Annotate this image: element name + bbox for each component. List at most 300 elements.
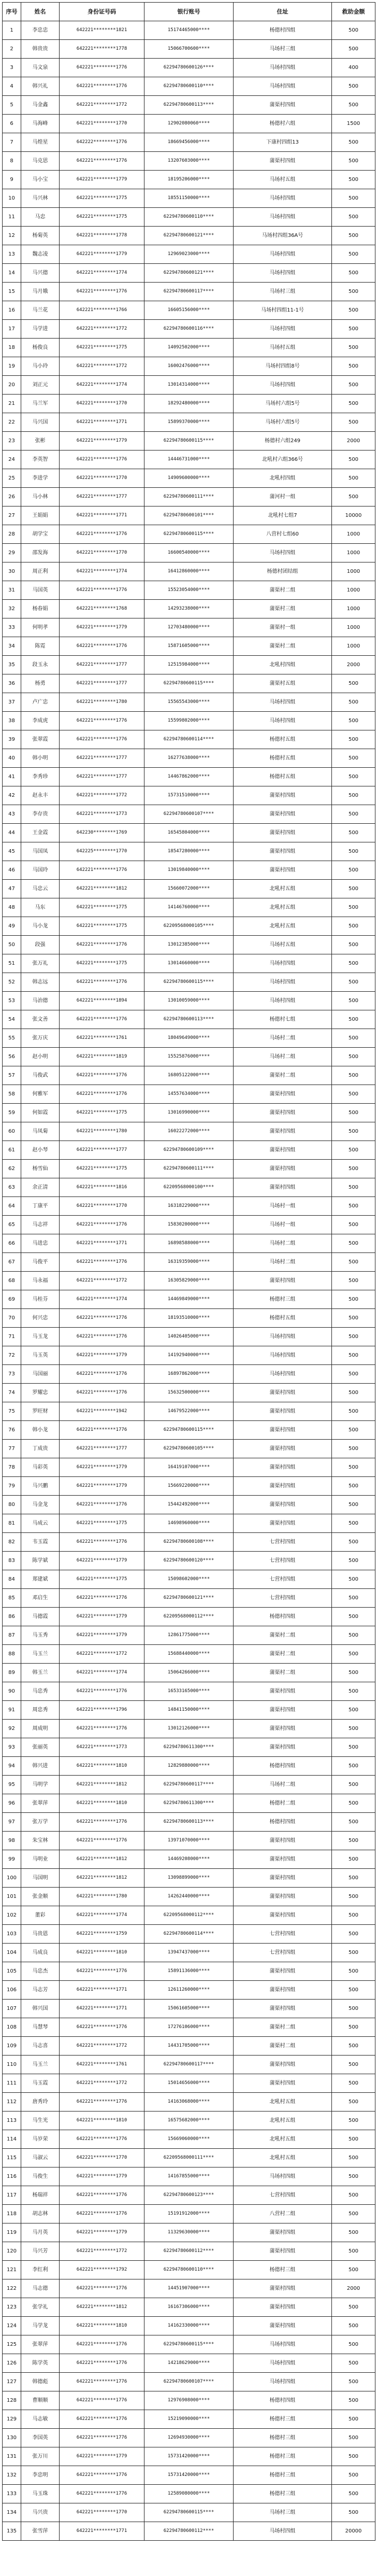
cell-address: 杨德村四组 (234, 1813, 332, 1832)
cell-amount: 500 (332, 1458, 375, 1477)
cell-id-number: 642221********1775 (60, 917, 144, 936)
cell-bank-account: 62294780600113**** (144, 1010, 234, 1029)
cell-address: 蒲渠村四组 (234, 824, 332, 842)
cell-id-number: 642221********1776 (60, 59, 144, 77)
cell-name: 马明学 (21, 1776, 60, 1794)
cell-id-number: 642221********1770 (60, 395, 144, 413)
cell-address: 北吼村六组366号 (234, 451, 332, 469)
cell-address: 蒲渠村四组 (234, 1496, 332, 1514)
cell-address: 马场村三组 (234, 2503, 332, 2522)
table-row (3, 936, 375, 954)
cell-amount: 500 (332, 1664, 375, 1682)
cell-seq: 67 (3, 1253, 21, 1272)
cell-address: 北吼村七组7 (234, 506, 332, 525)
table-row (3, 1458, 375, 1477)
cell-bank-account: 62294780600121**** (144, 227, 234, 245)
cell-id-number: 642221********1777 (60, 768, 144, 786)
cell-address: 八营村二组 (234, 2205, 332, 2223)
cell-bank-account: 15191912000**** (144, 2205, 234, 2223)
cell-name: 邵发海 (21, 544, 60, 562)
cell-id-number: 642221********1776 (60, 2410, 144, 2429)
cell-name: 邓启生 (21, 1589, 60, 1608)
cell-seq: 32 (3, 600, 21, 618)
cell-bank-account: 62294780600115**** (144, 1421, 234, 1440)
cell-bank-account: 12861775000**** (144, 1626, 234, 1645)
table-row (3, 544, 375, 562)
cell-seq: 29 (3, 544, 21, 562)
cell-name: 张雪萍 (21, 2522, 60, 2541)
cell-name: 张万学 (21, 1813, 60, 1832)
cell-amount: 500 (332, 339, 375, 357)
cell-amount: 20000 (332, 2522, 375, 2541)
cell-name: 马志敏 (21, 2410, 60, 2429)
cell-amount: 500 (332, 2186, 375, 2205)
table-row (3, 1272, 375, 1290)
table-row (3, 451, 375, 469)
cell-amount: 500 (332, 1776, 375, 1794)
cell-bank-account: 15599802000**** (144, 712, 234, 730)
cell-id-number: 642221********1771 (60, 2522, 144, 2541)
cell-name: 马东 (21, 898, 60, 917)
table-row (3, 1328, 375, 1346)
cell-address: 北吼村五组 (234, 917, 332, 936)
table-row (3, 208, 375, 227)
cell-id-number: 642221********1779 (60, 245, 144, 264)
table-row (3, 2373, 375, 2391)
cell-address: 蒲渠村四组 (234, 2317, 332, 2335)
cell-id-number: 642221********1779 (60, 1477, 144, 1496)
table-row (3, 973, 375, 992)
cell-address: 马场村三组 (234, 40, 332, 59)
cell-name: 李成虎 (21, 712, 60, 730)
cell-id-number: 642221********1776 (60, 1589, 144, 1608)
cell-bank-account: 14162330000**** (144, 2317, 234, 2335)
cell-bank-account: 62294780600115**** (144, 2503, 234, 2522)
cell-address: 蒲渠村二组 (234, 637, 332, 656)
cell-seq: 26 (3, 488, 21, 506)
table-row (3, 712, 375, 730)
cell-bank-account: 15660072000**** (144, 880, 234, 898)
table-row (3, 674, 375, 693)
table-row (3, 1776, 375, 1794)
cell-address: 蒲渠村四组 (234, 1682, 332, 1701)
cell-address: 北吼村五组 (234, 880, 332, 898)
cell-id-number: 642221********1776 (60, 2335, 144, 2354)
table-row (3, 600, 375, 618)
cell-name: 朱宝林 (21, 1832, 60, 1850)
table-row (3, 2000, 375, 2018)
table-row (3, 432, 375, 451)
cell-name: 杨雪仙 (21, 1160, 60, 1178)
cell-amount: 500 (332, 451, 375, 469)
cell-name: 马月娥 (21, 283, 60, 301)
cell-bank-account: 13012126000**** (144, 1720, 234, 1738)
cell-seq: 63 (3, 1178, 21, 1197)
cell-seq: 132 (3, 2466, 21, 2485)
cell-address: 蒲渠村四组 (234, 1869, 332, 1888)
cell-bank-account: 62209568000105**** (144, 917, 234, 936)
cell-seq: 128 (3, 2391, 21, 2410)
cell-amount: 500 (332, 1384, 375, 1402)
cell-address: 蒲渠村四组 (234, 2223, 332, 2242)
cell-bank-account: 62294780600112**** (144, 2242, 234, 2261)
cell-address: 蒲渠村四组 (234, 1122, 332, 1141)
cell-bank-account: 13098899000**** (144, 1869, 234, 1888)
cell-seq: 16 (3, 301, 21, 320)
cell-id-number: 642221********1779 (60, 432, 144, 451)
cell-id-number: 642221********1776 (60, 2485, 144, 2503)
cell-id-number: 642221********1776 (60, 1813, 144, 1832)
cell-bank-account: 15066700600**** (144, 40, 234, 59)
cell-bank-account: 15731420000**** (144, 2466, 234, 2485)
table-row (3, 992, 375, 1010)
cell-id-number: 642221********1772 (60, 2037, 144, 2056)
cell-amount: 500 (332, 469, 375, 488)
cell-name: 马兴贵 (21, 2503, 60, 2522)
cell-id-number: 642221********1777 (60, 1440, 144, 1458)
cell-amount: 500 (332, 1272, 375, 1290)
cell-bank-account: 62294780600109**** (144, 1141, 234, 1160)
cell-amount: 500 (332, 1234, 375, 1253)
table-row (3, 1794, 375, 1813)
cell-name: 陈学斌 (21, 1552, 60, 1570)
cell-seq: 40 (3, 749, 21, 768)
cell-id-number: 642221********1768 (60, 600, 144, 618)
cell-name: 马学龙 (21, 2317, 60, 2335)
cell-bank-account: 14431705000**** (144, 2037, 234, 2056)
cell-name: 段玉永 (21, 656, 60, 674)
cell-id-number: 642221********1780 (60, 693, 144, 712)
cell-address: 北吼村五组 (234, 2093, 332, 2112)
cell-id-number: 642221********1777 (60, 749, 144, 768)
cell-amount: 400 (332, 59, 375, 77)
cell-seq: 48 (3, 898, 21, 917)
cell-address: 蒲渠村四组 (234, 842, 332, 861)
cell-id-number: 642221********1776 (60, 936, 144, 954)
table-row (3, 2056, 375, 2074)
cell-name: 马玉兰 (21, 2056, 60, 2074)
cell-amount: 500 (332, 376, 375, 395)
cell-address: 蒲渠村四组 (234, 2000, 332, 2018)
cell-seq: 12 (3, 227, 21, 245)
cell-bank-account: 15891136000**** (144, 1962, 234, 1981)
cell-amount: 500 (332, 2447, 375, 2466)
cell-address: 七营村四组 (234, 2186, 332, 2205)
table-row (3, 395, 375, 413)
table-row (3, 880, 375, 898)
cell-name: 马兴德 (21, 264, 60, 283)
table-row (3, 2093, 375, 2112)
table-row (3, 562, 375, 581)
table-row (3, 469, 375, 488)
cell-amount: 500 (332, 2149, 375, 2167)
cell-amount: 1000 (332, 581, 375, 600)
table-row (3, 2317, 375, 2335)
table-row (3, 2130, 375, 2149)
cell-seq: 80 (3, 1496, 21, 1514)
cell-seq: 109 (3, 2037, 21, 2056)
cell-name: 韩玉兰 (21, 1664, 60, 1682)
table-row (3, 2018, 375, 2037)
table-row (3, 320, 375, 339)
cell-id-number: 642221********1770 (60, 2149, 144, 2167)
cell-amount: 500 (332, 1402, 375, 1421)
table-row (3, 488, 375, 506)
cell-address: 蒲渠村四组 (234, 1272, 332, 1290)
cell-name: 马俊平 (21, 1253, 60, 1272)
cell-id-number: 642221********1776 (60, 152, 144, 171)
cell-seq: 77 (3, 1440, 21, 1458)
cell-amount: 500 (332, 1738, 375, 1757)
cell-id-number: 642221********1776 (60, 451, 144, 469)
cell-id-number: 642221********1759 (60, 1925, 144, 1944)
cell-bank-account: 16545804000**** (144, 824, 234, 842)
cell-address: 马场村四组 (234, 2335, 332, 2354)
cell-name: 张万川 (21, 2447, 60, 2466)
cell-amount: 500 (332, 264, 375, 283)
cell-seq: 79 (3, 1477, 21, 1496)
cell-amount: 500 (332, 693, 375, 712)
cell-address: 蒲渠村四组 (234, 1402, 332, 1421)
cell-bank-account: 15523054000**** (144, 581, 234, 600)
cell-address: 北吼村五组 (234, 2130, 332, 2149)
cell-seq: 18 (3, 339, 21, 357)
cell-id-number: 642221********1776 (60, 730, 144, 749)
cell-seq: 3 (3, 59, 21, 77)
cell-amount: 500 (332, 1253, 375, 1272)
cell-id-number: 642221********1776 (60, 2186, 144, 2205)
table-row (3, 1029, 375, 1048)
cell-amount: 500 (332, 1216, 375, 1234)
cell-address: 杨德村四组 (234, 21, 332, 40)
cell-id-number: 642221********1772 (60, 2074, 144, 2093)
cell-address: 马场村四组 (234, 954, 332, 973)
cell-address: 蒲渠村二组 (234, 2018, 332, 2037)
table-row (3, 2503, 375, 2522)
cell-name: 卢广忠 (21, 693, 60, 712)
table-row (3, 413, 375, 432)
cell-address: 马场村四组 (234, 544, 332, 562)
cell-amount: 500 (332, 1290, 375, 1309)
cell-name: 韩小龙 (21, 1421, 60, 1440)
cell-seq: 118 (3, 2205, 21, 2223)
cell-name: 胡志林 (21, 2205, 60, 2223)
cell-bank-account: 62294780600116**** (144, 320, 234, 339)
cell-name: 马兰花 (21, 301, 60, 320)
table-row (3, 357, 375, 376)
cell-id-number: 642221********1775 (60, 339, 144, 357)
cell-amount: 500 (332, 786, 375, 805)
cell-amount: 500 (332, 1421, 375, 1440)
table-row (3, 283, 375, 301)
cell-seq: 95 (3, 1776, 21, 1794)
cell-id-number: 642221********1776 (60, 637, 144, 656)
cell-amount: 500 (332, 171, 375, 189)
cell-bank-account: 15871605000**** (144, 637, 234, 656)
cell-seq: 130 (3, 2429, 21, 2447)
table-row (3, 2447, 375, 2466)
cell-id-number: 642221********1776 (60, 1496, 144, 1514)
cell-id-number: 642221********1776 (60, 1533, 144, 1552)
cell-address: 杨德村三组 (234, 2261, 332, 2279)
cell-id-number: 642221********1772 (60, 320, 144, 339)
cell-id-number: 642221********1771 (60, 506, 144, 525)
cell-bank-account: 62294780600121**** (144, 264, 234, 283)
cell-bank-account: 15669060000**** (144, 2130, 234, 2149)
cell-name: 周成明 (21, 1720, 60, 1738)
cell-amount: 500 (332, 2037, 375, 2056)
table-row (3, 2279, 375, 2298)
cell-amount: 500 (332, 40, 375, 59)
cell-seq: 110 (3, 2056, 21, 2074)
cell-seq: 86 (3, 1608, 21, 1626)
cell-id-number: 642221********1771 (60, 413, 144, 432)
table-row (3, 1869, 375, 1888)
cell-id-number: 642221********1772 (60, 96, 144, 115)
cell-id-number: 642221********1780 (60, 1122, 144, 1141)
cell-id-number: 642221********1775 (60, 1514, 144, 1533)
cell-address: 蒲渠村四组 (234, 1832, 332, 1850)
cell-name: 郑建斌 (21, 1570, 60, 1589)
cell-address: 蒲渠村四组 (234, 1477, 332, 1496)
cell-seq: 93 (3, 1738, 21, 1757)
cell-id-number: 642221********1779 (60, 2223, 144, 2242)
cell-amount: 500 (332, 898, 375, 917)
cell-amount: 500 (332, 1048, 375, 1066)
cell-address: 马场村四组 (234, 1328, 332, 1346)
cell-name: 马志芳 (21, 1981, 60, 2000)
cell-address: 蒲渠村四组 (234, 1738, 332, 1757)
cell-seq: 124 (3, 2317, 21, 2335)
cell-amount: 500 (332, 2130, 375, 2149)
cell-seq: 85 (3, 1589, 21, 1608)
cell-name: 韩兴进 (21, 1757, 60, 1776)
cell-amount: 500 (332, 973, 375, 992)
cell-name: 马小林 (21, 488, 60, 506)
table-row (3, 1440, 375, 1458)
cell-name: 马生光 (21, 2112, 60, 2130)
cell-name: 王金霞 (21, 824, 60, 842)
cell-amount: 500 (332, 1309, 375, 1328)
cell-bank-account: 13014314000**** (144, 376, 234, 395)
cell-amount: 500 (332, 1682, 375, 1701)
cell-bank-account: 62209568000100**** (144, 1178, 234, 1197)
cell-id-number: 642221********1812 (60, 1850, 144, 1869)
cell-id-number: 642221********1779 (60, 1552, 144, 1570)
cell-address: 马场村四组 (234, 973, 332, 992)
table-row (3, 1701, 375, 1720)
cell-address: 马场村四组 (234, 2167, 332, 2186)
cell-seq: 70 (3, 1309, 21, 1328)
cell-address: 马场村四组 (234, 2373, 332, 2391)
table-row (3, 581, 375, 600)
cell-id-number: 642221********1776 (60, 1309, 144, 1328)
cell-id-number: 642221********1819 (60, 1048, 144, 1066)
cell-bank-account: 62294780600113**** (144, 96, 234, 115)
cell-name: 马进忠 (21, 1234, 60, 1253)
cell-bank-account: 12976908000**** (144, 2391, 234, 2410)
table-row (3, 1813, 375, 1832)
cell-address: 马场村四组 (234, 1365, 332, 1384)
table-header-row (3, 3, 375, 21)
cell-name: 王娟娟 (21, 506, 60, 525)
cell-seq: 53 (3, 992, 21, 1010)
cell-seq: 89 (3, 1664, 21, 1682)
cell-bank-account: 13016990000**** (144, 1104, 234, 1122)
cell-bank-account: 62294780600117**** (144, 2056, 234, 2074)
cell-seq: 2 (3, 40, 21, 59)
cell-seq: 98 (3, 1832, 21, 1850)
cell-bank-account: 16805122000**** (144, 1066, 234, 1085)
cell-bank-account: 16600540000**** (144, 544, 234, 562)
cell-id-number: 642221********1775 (60, 208, 144, 227)
table-row (3, 339, 375, 357)
cell-name: 马玉兰 (21, 1645, 60, 1664)
cell-bank-account: 15014656000**** (144, 2074, 234, 2093)
cell-bank-account: 18292480000**** (144, 395, 234, 413)
cell-name: 马国凤 (21, 842, 60, 861)
cell-seq: 41 (3, 768, 21, 786)
cell-bank-account: 16575682000**** (144, 2112, 234, 2130)
cell-address: 蒲渠村四组 (234, 2298, 332, 2317)
cell-name: 马贵恩 (21, 1925, 60, 1944)
cell-amount: 500 (332, 2298, 375, 2317)
cell-seq: 54 (3, 1010, 21, 1029)
cell-amount: 500 (332, 152, 375, 171)
cell-seq: 47 (3, 880, 21, 898)
cell-seq: 23 (3, 432, 21, 451)
table-row (3, 1122, 375, 1141)
cell-bank-account: 13947437000**** (144, 1944, 234, 1962)
cell-id-number: 642221********1776 (60, 1682, 144, 1701)
cell-bank-account: 62294780600123**** (144, 2186, 234, 2205)
table-row (3, 133, 375, 152)
cell-seq: 35 (3, 656, 21, 674)
cell-amount: 500 (332, 1701, 375, 1720)
table-row (3, 2037, 375, 2056)
cell-bank-account: 16002476000**** (144, 357, 234, 376)
cell-seq: 84 (3, 1570, 21, 1589)
cell-amount: 500 (332, 208, 375, 227)
cell-amount: 2000 (332, 432, 375, 451)
table-row (3, 618, 375, 637)
table-row (3, 1104, 375, 1122)
cell-name: 马文泉 (21, 59, 60, 77)
cell-name: 杨瑞祥 (21, 2186, 60, 2205)
cell-bank-account: 18195206000**** (144, 171, 234, 189)
cell-address: 蒲渠村二组 (234, 581, 332, 600)
table-row (3, 693, 375, 712)
cell-address: 蒲渠村四组 (234, 2056, 332, 2074)
cell-seq: 34 (3, 637, 21, 656)
table-row (3, 1253, 375, 1272)
cell-name: 马海峰 (21, 115, 60, 133)
cell-seq: 106 (3, 1981, 21, 2000)
table-row (3, 1738, 375, 1757)
cell-id-number: 642221********1776 (60, 2429, 144, 2447)
cell-id-number: 642221********1779 (60, 618, 144, 637)
cell-amount: 500 (332, 395, 375, 413)
cell-bank-account: 14679522000**** (144, 1402, 234, 1421)
cell-bank-account: 15061605000**** (144, 2000, 234, 2018)
cell-seq: 97 (3, 1813, 21, 1832)
cell-id-number: 642221********1776 (60, 2205, 144, 2223)
cell-id-number: 642221********1779 (60, 1626, 144, 1645)
cell-amount: 500 (332, 1066, 375, 1085)
cell-amount: 500 (332, 2112, 375, 2130)
cell-seq: 61 (3, 1141, 21, 1160)
cell-address: 杨德村三组 (234, 2429, 332, 2447)
